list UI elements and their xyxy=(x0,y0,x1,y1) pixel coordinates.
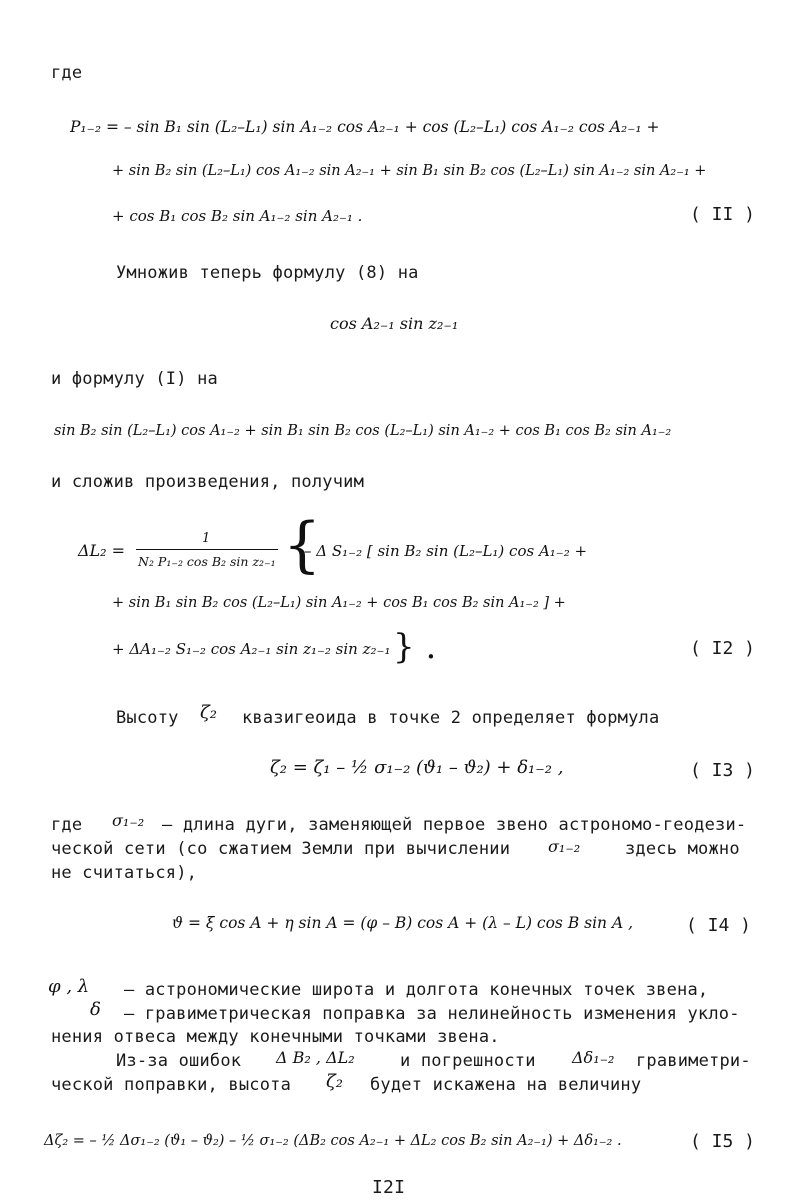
equation-number-12: ( I2 ) xyxy=(690,638,756,659)
page-number: I2I xyxy=(372,1177,406,1198)
right-brace: } . xyxy=(393,627,437,667)
text-line-grav: ческой поправки, высота xyxy=(51,1075,292,1095)
formula-dl2-line3: + ΔA₁₋₂ S₁₋₂ cos A₂₋₁ sin z₁₋₂ sin z₂₋₁ xyxy=(112,640,391,658)
symbol-zeta2: ζ₂ xyxy=(200,702,217,723)
formula-db2-dl2: Δ B₂ , ΔL₂ xyxy=(276,1048,355,1067)
text-delta-desc: – гравиметрическая поправка за нелинейность изменения укло- xyxy=(124,1004,740,1024)
formula-dzeta: Δζ₂ = – ½ Δσ₁₋₂ (ϑ₁ – ϑ₂) – ½ σ₁₋₂ (ΔB₂ cos A₂₋₁ + ΔL₂ cos B₂ sin A₂₋₁) + Δδ₁₋₂ . xyxy=(44,1133,622,1149)
formula-dl2-lhs: ΔL₂ = xyxy=(78,541,126,560)
text-line-2-tail: здесь можно xyxy=(625,839,740,859)
text-delta-desc-2: нения отвеса между конечными точками звена. xyxy=(51,1027,500,1047)
formula-p12-line1: P₁₋₂ = – sin B₁ sin (L₂–L₁) sin A₁₋₂ cos A₂₋₁ + cos (L₂–L₁) cos A₁₋₂ cos A₂₋₁ + xyxy=(70,118,660,136)
text-dlina: – длина дуги, заменяющей первое звено астрономо-геодези- xyxy=(162,815,747,835)
text-line-grav-tail: будет искажена на величину xyxy=(370,1075,642,1095)
equation-number-14: ( I4 ) xyxy=(686,915,752,936)
formula-dl2-numerator: 1 xyxy=(202,531,211,546)
text-line-3: не считаться), xyxy=(51,863,198,883)
fraction-line xyxy=(136,549,278,550)
equation-number-13: ( I3 ) xyxy=(690,760,756,781)
text-phi-lambda-desc: – астрономические широта и долгота конечных точек звена, xyxy=(124,980,709,1000)
formula-cos-sin: cos A₂₋₁ sin z₂₋₁ xyxy=(330,314,459,333)
text-iz-za-tail: гравиметри- xyxy=(636,1051,751,1071)
text-vysotu-rest: квазигеоида в точке 2 определяет формула xyxy=(242,708,660,728)
formula-dl2-line1: – Δ S₁₋₂ [ sin B₂ sin (L₂–L₁) cos A₁₋₂ + xyxy=(304,542,588,560)
text-iz-za: Из-за ошибок xyxy=(116,1051,242,1071)
symbol-phi-lambda: φ , λ xyxy=(48,976,90,997)
formula-dl2-denominator: N₂ P₁₋₂ cos B₂ sin z₂₋₁ xyxy=(138,554,276,569)
formula-theta: ϑ = ξ cos A + η sin A = (φ – B) cos A + (λ – L) cos B sin A , xyxy=(172,914,634,932)
formula-p12-line3: + cos B₁ cos B₂ sin A₁₋₂ sin A₂₋₁ . xyxy=(112,207,363,225)
symbol-delta: δ xyxy=(90,999,101,1020)
text-line-2: ческой сети (со сжатием Земли при вычислении xyxy=(51,839,511,859)
formula-d-delta: Δδ₁₋₂ xyxy=(572,1048,615,1067)
symbol-zeta2-2: ζ₂ xyxy=(326,1071,343,1092)
equation-number-15: ( I5 ) xyxy=(690,1131,756,1152)
text-gde: где xyxy=(51,63,83,83)
text-iz-za-and: и погрешности xyxy=(400,1051,536,1071)
text-i-slozhiv: и сложив произведения, получим xyxy=(51,472,365,492)
text-i-formulu: и формулу (I) на xyxy=(51,369,218,389)
left-brace: { xyxy=(283,510,322,580)
formula-p12-line2: + sin B₂ sin (L₂–L₁) cos A₁₋₂ sin A₂₋₁ + sin B₁ sin B₂ cos (L₂–L₁) sin A₁₋₂ sin A₂₋₁ + xyxy=(112,163,707,179)
text-umnozhiv: Умножив теперь формулу (8) на xyxy=(116,263,419,283)
text-gde-2: где xyxy=(51,815,83,835)
formula-multiplier: sin B₂ sin (L₂–L₁) cos A₁₋₂ + sin B₁ sin B₂ cos (L₂–L₁) sin A₁₋₂ + cos B₁ cos B₂ sin A₁₋₂ xyxy=(54,423,672,439)
formula-dl2-line2: + sin B₁ sin B₂ cos (L₂–L₁) sin A₁₋₂ + cos B₁ cos B₂ sin A₁₋₂ ] + xyxy=(112,595,566,611)
equation-number-11: ( II ) xyxy=(690,204,756,225)
symbol-sigma12-2: σ₁₋₂ xyxy=(548,837,581,856)
formula-zeta2: ζ₂ = ζ₁ – ½ σ₁₋₂ (ϑ₁ – ϑ₂) + δ₁₋₂ , xyxy=(270,757,564,778)
symbol-sigma12: σ₁₋₂ xyxy=(112,811,145,830)
text-vysotu: Высоту xyxy=(116,708,179,728)
